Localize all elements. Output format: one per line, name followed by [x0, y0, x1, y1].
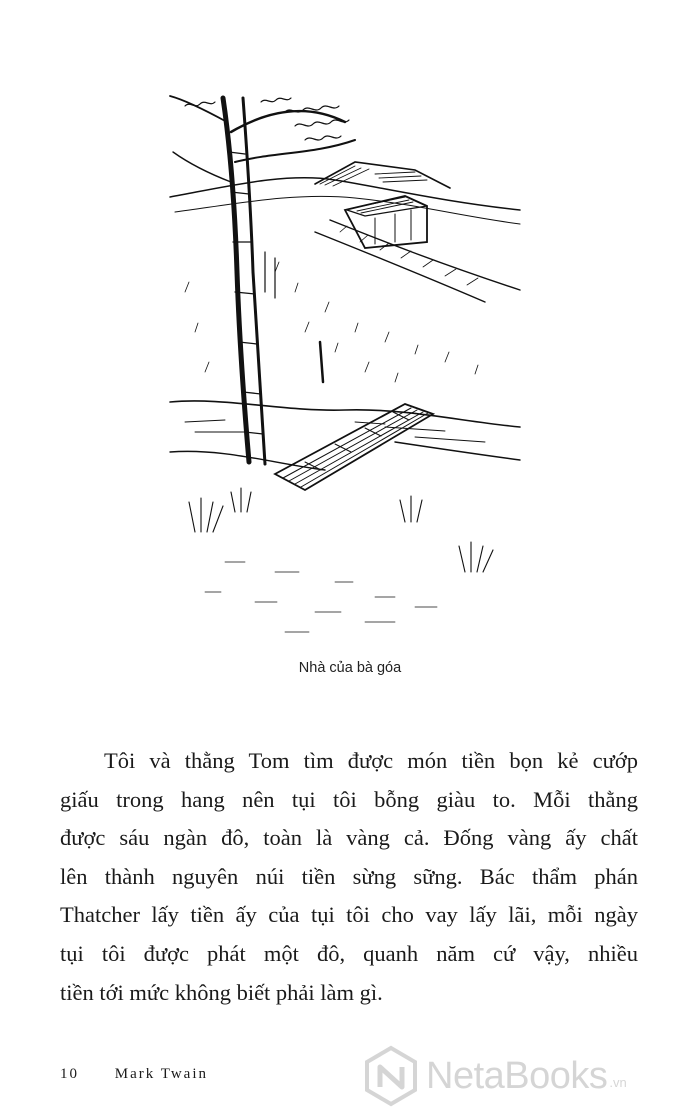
text-line: Tôi và thằng Tom tìm được món tiền bọn kẻ cướp [104, 748, 638, 773]
pen-sketch-landscape-icon [165, 92, 527, 640]
text-line: Thatcher lấy tiền ấy của tụi tôi cho vay lấy lãi, mỗi ngày [60, 902, 638, 928]
netabooks-logo-icon [360, 1045, 422, 1107]
illustration-caption: Nhà của bà góa [298, 660, 402, 676]
text-line: tụi tôi được phát một đô, quanh năm cứ vậy, nhiều [60, 940, 638, 966]
illustration [165, 92, 527, 640]
watermark-text: NetaBooks [426, 1054, 608, 1097]
page-footer [60, 1066, 208, 1083]
text-line: được sáu ngàn đô, toàn là vàng cả. Đống vàng ấy chất [60, 825, 638, 851]
watermark [360, 1044, 627, 1108]
text-line: giấu trong hang nên tụi tôi bỗng giàu to. Mỗi thằng [60, 786, 638, 812]
author-name: Mark Twain [114, 1066, 208, 1082]
body-paragraph [60, 742, 638, 1012]
text-line: tiền tới mức không biết phải làm gì. [60, 979, 383, 1005]
text-line: lên thành nguyên núi tiền sừng sững. Bác thẩm phán [60, 863, 638, 889]
watermark-suffix: .vn [609, 1075, 627, 1090]
page-number: 10 [60, 1066, 79, 1082]
